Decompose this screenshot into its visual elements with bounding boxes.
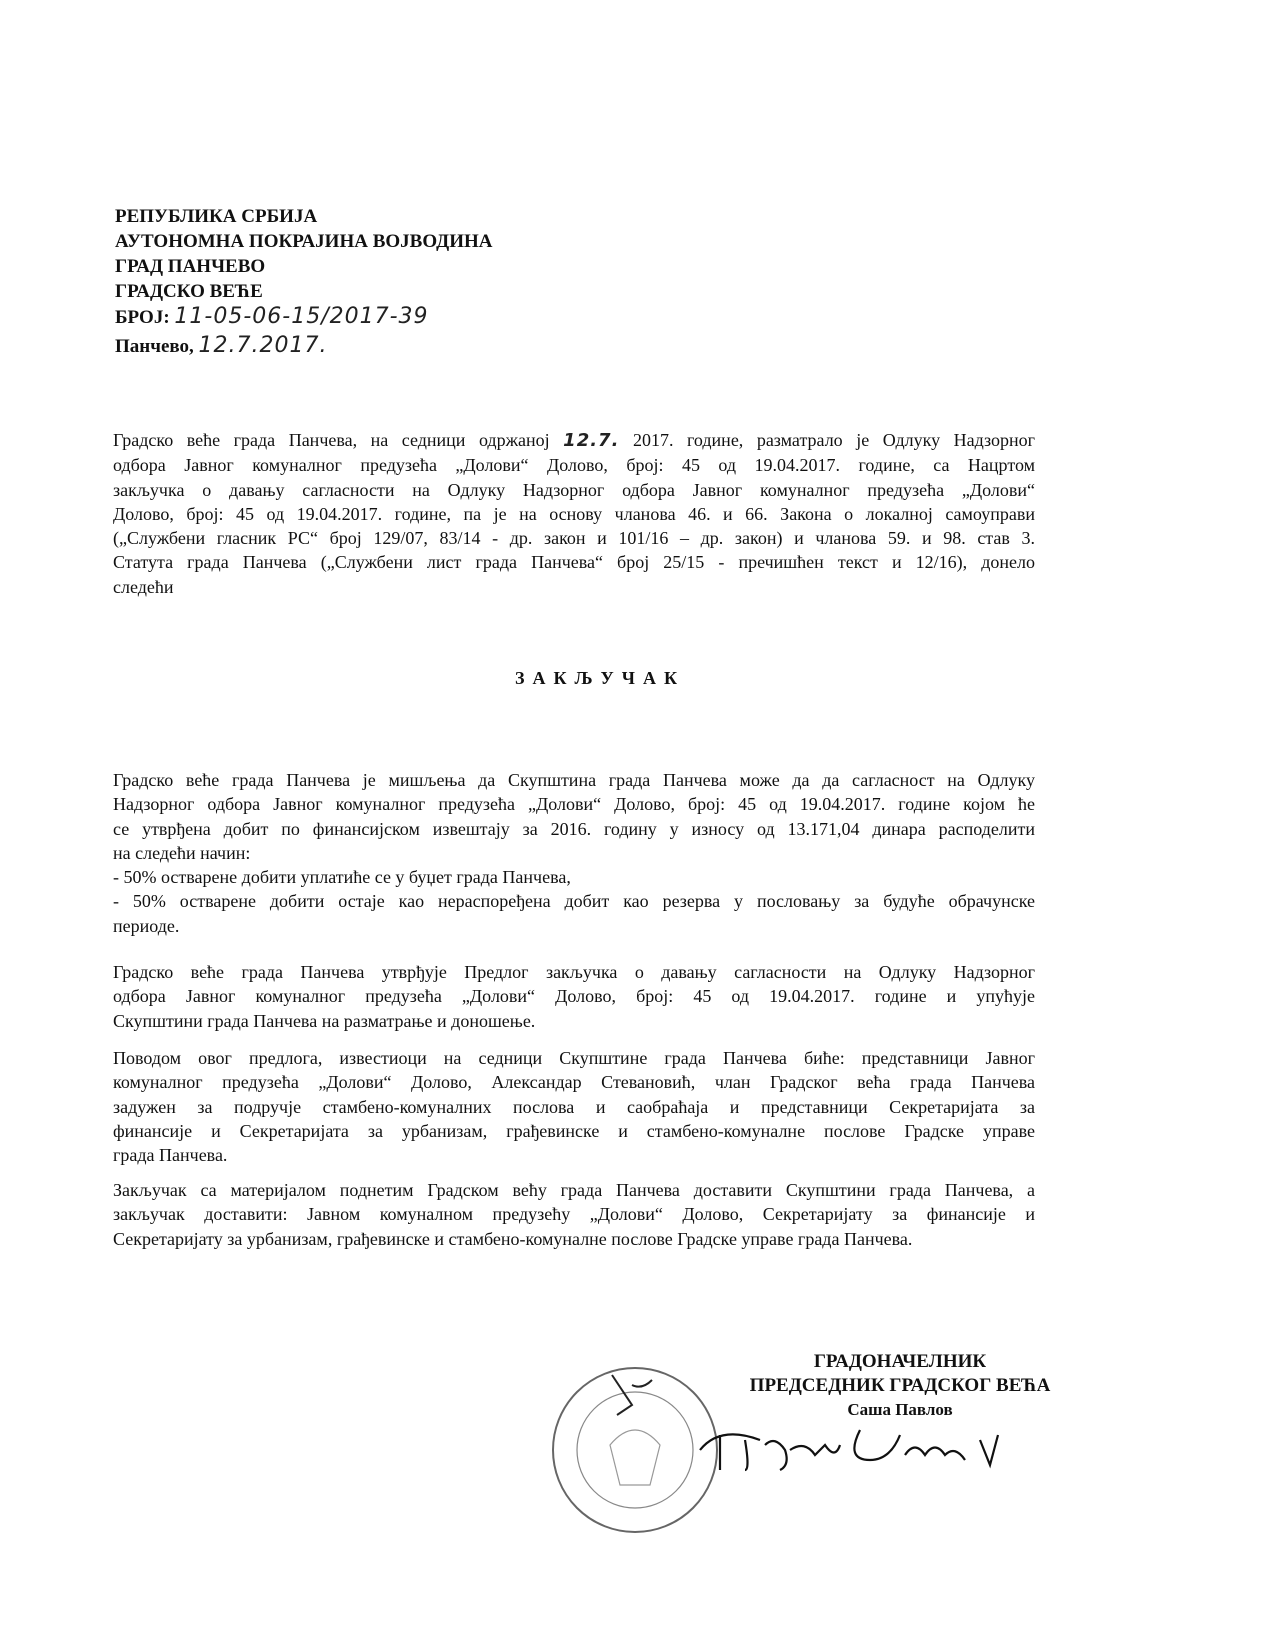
paragraph-line: периоде. [113,915,180,936]
paragraph [113,1178,1035,1251]
paragraph-line: града Панчева. [113,1145,228,1166]
paragraph-line: - 50% остварене добити остаје као нераспоређена добит као резерва у пословању за будуће обрачунске [113,891,1035,912]
handwritten-session-date: 12.7. [563,430,620,451]
paragraph-line: финансије и Секретаријата за урбанизам, грађевинске и стамбено-комуналне послове Градске управе [113,1120,1035,1141]
paragraph-line: задужен за подручје стамбено-комуналних послова и саобраћаја и представници Секретаријата за [113,1096,1035,1117]
paragraph-line: Закључак са материјалом поднетим Градском већу града Панчева доставити Скупштини града Панчева, а [113,1180,1035,1200]
paragraph-line: Поводом овог предлога, известиоци на седници Скупштине града Панчева биће: представници Јавног [113,1048,1035,1068]
paragraph-line: Секретаријату за урбанизам, грађевинске и стамбено-комуналне послове Градске управе града Панчева. [113,1228,913,1249]
intro-line: Градско веће града Панчева, на седници одржаној 12.7. 2017. године, разматрало је Одлуку Надзорног [113,430,1036,451]
paragraph-line: на следећи начин: [113,842,251,863]
signature-scribble [690,1420,1020,1480]
intro-line: следећи [113,576,174,597]
intro-line: („Службени гласник РС“ број 129/07, 83/14 - др. закон и 101/16 – др. закон) и чланова 59. и 98. став 3. [113,528,1035,549]
intro-line: Долово, број: 45 од 19.04.2017. године, па је на основу чланова 46. и 66. Закона о локалној самоуправи [113,503,1035,524]
paragraph-line: - 50% остварене добити уплатиће се у буџет града Панчева, [113,867,571,888]
signatory-title: ПРЕДСЕДНИК ГРАДСКОГ ВЕЋА [749,1375,1051,1396]
paragraph-line: Градско веће града Панчева утврђује Предлог закључка о давању сагласности на Одлуку Надзорног [113,962,1035,982]
intro-line: одбора Јавног комуналног предузећа „Долови“ Долово, број: 45 од 19.04.2017. године, са Нацртом [113,455,1035,476]
letterhead-line: ГРАДСКО ВЕЋЕ [115,281,263,302]
paragraph-line: Надзорног одбора Јавног комуналног предузећа „Долови“ Долово, број: 45 од 19.04.2017. године којом ће [113,794,1035,815]
paragraph-line: Скупштини града Панчева на разматрање и доношење. [113,1010,536,1031]
document-date [115,333,493,359]
handwritten-number: 11-05-06-15/2017-39 [174,304,429,329]
signatory-name: Саша Павлов [847,1400,953,1419]
paragraph [113,960,1035,1033]
paragraph-line: закључак доставити: Јавном комуналном предузећу „Долови“ Долово, Секретаријату за финансије и [113,1204,1035,1225]
handwritten-date: 12.7.2017. [198,333,328,358]
place-label: Панчево, [115,336,194,357]
letterhead-line: РЕПУБЛИКА СРБИЈА [115,206,318,227]
signature-block [700,1350,1100,1422]
letterhead [115,204,493,359]
document-title: ЗАКЉУЧАК [514,668,686,688]
paragraph-line: Градско веће града Панчева је мишљења да Скупштина града Панчева може да да сагласност на Одлуку [113,770,1035,790]
intro-line: закључка о давању сагласности на Одлуку Надзорног одбора Јавног комуналног предузећа „Долови“ [113,479,1035,500]
paragraph-line: одбора Јавног комуналног предузећа „Долови“ Долово, број: 45 од 19.04.2017. године и упућује [113,986,1035,1007]
signatory-title: ГРАДОНАЧЕЛНИК [813,1351,987,1372]
letterhead-line: АУТОНОМНА ПОКРАЈИНА ВОЈВОДИНА [115,231,493,252]
number-label: БРОЈ: [115,307,170,328]
document-number [115,304,493,330]
letterhead-line: ГРАД ПАНЧЕВО [115,256,266,277]
paragraph-line: комуналног предузећа „Долови“ Долово, Александар Стевановић, члан Градског већа града Панчева [113,1072,1035,1093]
intro-paragraph [113,428,1035,599]
paragraph-line: се утврђена добит по финансијском извештају за 2016. годину у износу од 13.171,04 динара расподелити [113,818,1035,839]
intro-line: Статута града Панчева („Службени лист града Панчева“ број 25/15 - пречишћен текст и 12/16), донело [113,552,1035,573]
paragraph [113,768,1035,938]
paragraph [113,1046,1035,1167]
